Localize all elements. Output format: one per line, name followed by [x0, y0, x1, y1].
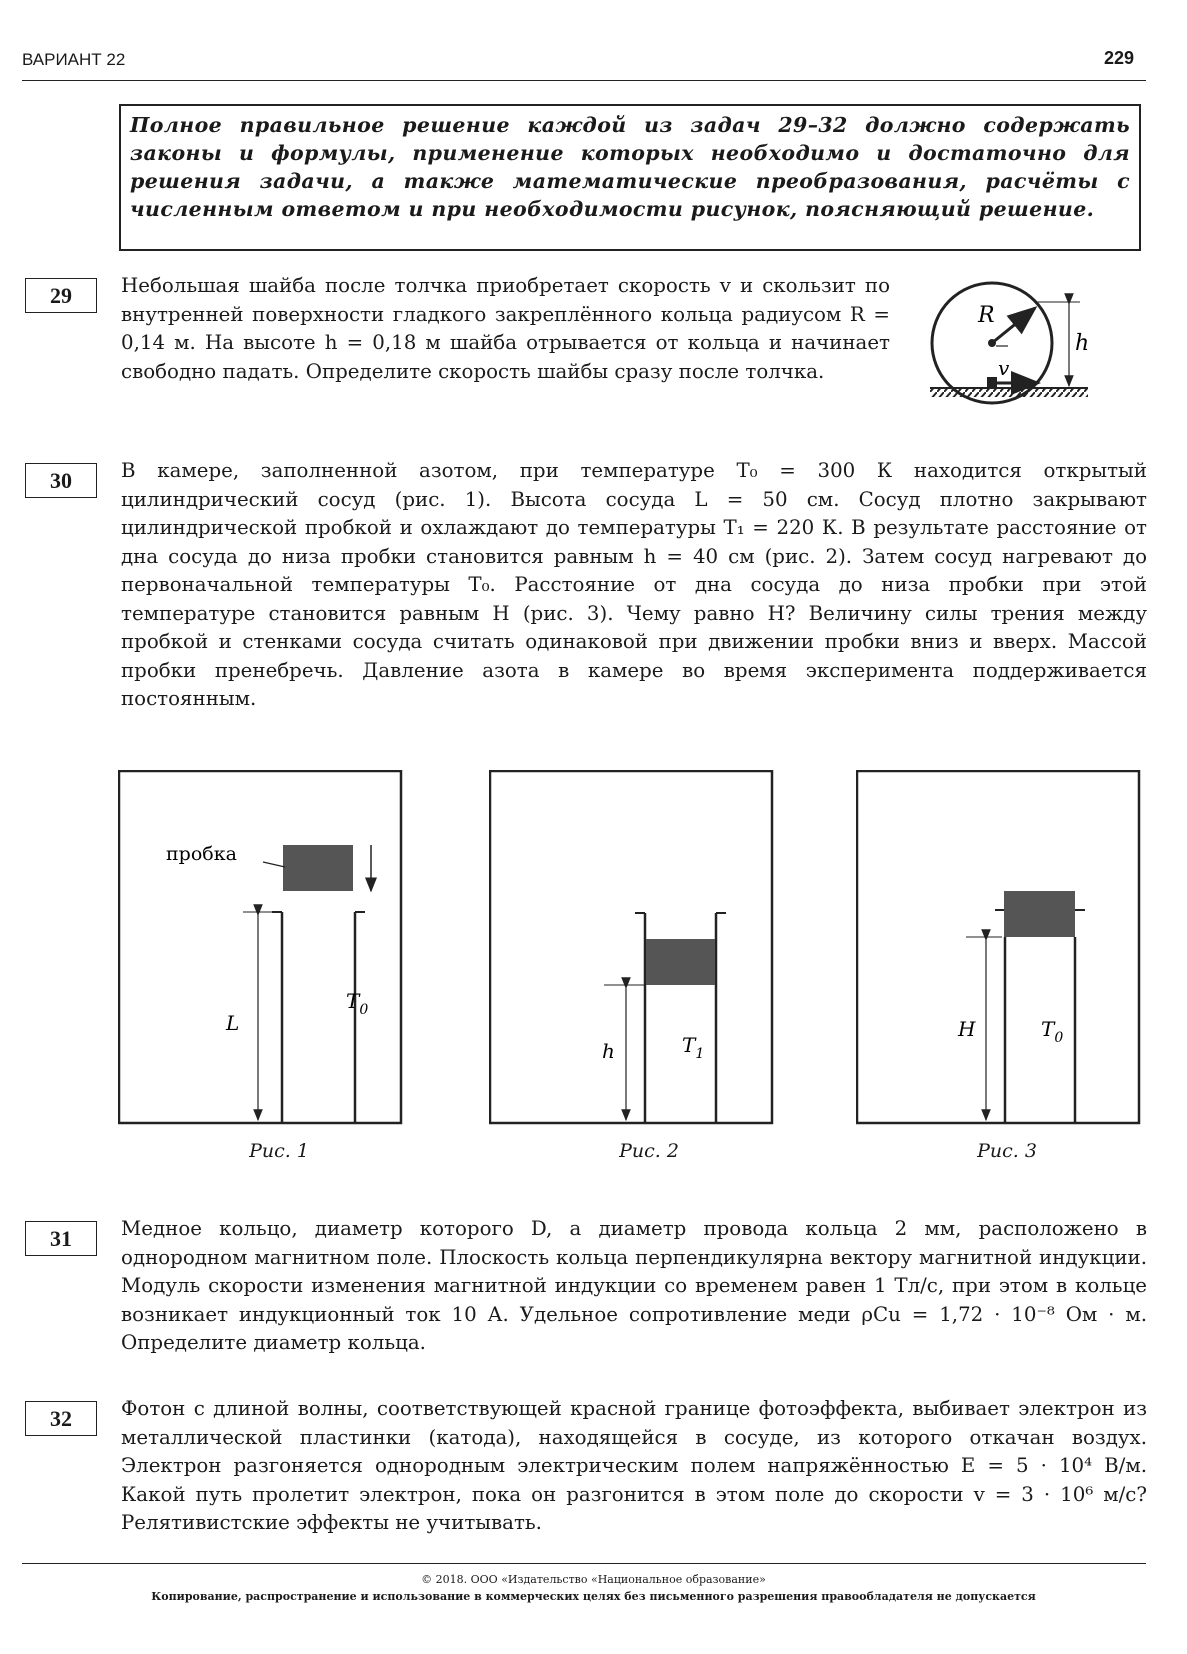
- figure-30-3: [856, 770, 1146, 1130]
- footer-rule: [22, 1563, 1146, 1564]
- footer-copy-notice: Копирование, распространение и использование в коммерческих целях без письменного разрешения правообладателя не допускается: [151, 1590, 1036, 1603]
- problem-32-number: 32: [25, 1401, 97, 1436]
- cork: [1004, 891, 1075, 937]
- problem-30-text: В камере, заполненной азотом, при температуре T₀ = 300 К находится открытый цилиндрический сосуд (рис. 1). Высота сосуда L = 50 см. Сосуд плотно закрывают цилиндрической пробкой и охлаждают до температуры T₁ = 220 К. В результате расстояние от дна сосуда до низа пробки становится равным h = 40 см (рис. 2). Затем сосуд нагревают до первоначальной температуры T₀. Расстояние от дна сосуда до низа пробки при этой температуре становится равным H (рис. 3). Чему равно H? Величину силы трения между пробкой и стенками сосуда считать одинаковой при движении пробки вниз и вверх. Массой пробки пренебречь. Давление азота в камере во время эксперимента поддерживается постоянным.: [121, 459, 1147, 710]
- problem-29-text: Небольшая шайба после толчка приобретает скорость v и скользит по внутренней поверхности гладкого закреплённого кольца радиусом R = 0,14 м. На высоте h = 0,18 м шайба отрывается от кольца и начинает свободно падать. Определите скорость шайбы сразу после толчка.: [121, 274, 890, 383]
- label-h: h: [602, 1039, 615, 1063]
- label-T0: $T_0$: [346, 989, 369, 1018]
- solution-requirements-box: [119, 104, 1141, 251]
- problem-31-text: Медное кольцо, диаметр которого D, а диаметр провода кольца 2 мм, расположено в однородном магнитном поле. Плоскость кольца перпендикулярна вектору магнитной индукции. Модуль скорости изменения магнитной индукции со временем равен 1 Тл/с, при этом в кольце возникает индукционный ток 10 А. Удельное сопротивление меди ρCu = 1,72 · 10⁻⁸ Ом · м. Определите диаметр кольца.: [121, 1217, 1147, 1354]
- ground-hatch: [930, 389, 1088, 397]
- header-rule: [22, 80, 1146, 81]
- chamber: [119, 771, 401, 1123]
- caption-fig2: Рис. 2: [619, 1140, 679, 1162]
- cork: [283, 845, 353, 891]
- chamber: [490, 771, 772, 1123]
- problem-29-number: 29: [25, 278, 97, 313]
- footer-copyright: © 2018. ООО «Издательство «Национальное образование»: [421, 1573, 766, 1586]
- variant-title: ВАРИАНТ 22: [22, 50, 126, 69]
- label-v: v: [998, 356, 1010, 380]
- cork-label: пробка: [166, 843, 237, 865]
- caption-fig3: Рис. 3: [977, 1140, 1037, 1162]
- label-L: L: [226, 1011, 240, 1035]
- label-h: h: [1075, 331, 1090, 356]
- label-T1: $T_1$: [682, 1033, 705, 1062]
- cork-pointer: [263, 862, 285, 867]
- figure-29-ring: [930, 280, 1150, 430]
- problem-30-number: 30: [25, 463, 97, 498]
- label-T0: $T_0$: [1041, 1017, 1064, 1046]
- problem-31-number: 31: [25, 1221, 97, 1256]
- cork: [646, 939, 715, 985]
- figure-30-2: [489, 770, 779, 1130]
- page-number: 229: [1104, 48, 1135, 68]
- label-H: H: [958, 1017, 976, 1041]
- figure-30-1: [118, 770, 408, 1130]
- label-R: R: [978, 303, 995, 328]
- solution-requirements-text: Полное правильное решение каждой из задач 29–32 должно содержать законы и формулы, применение которых необходимо и достаточно для решения задачи, а также математические преобразования, расчёты с численным ответом и при необходимости рисунок, поясняющий решение.: [130, 113, 1130, 221]
- caption-fig1: Рис. 1: [249, 1140, 309, 1162]
- problem-32-text: Фотон с длиной волны, соответствующей красной границе фотоэффекта, выбивает электрон из металлической пластинки (катода), находящейся в сосуде, из которого откачан воздух. Электрон разгоняется однородным электрическим полем напряжённостью E = 5 · 10⁴ В/м. Какой путь пролетит электрон, пока он разгонится в этом поле до скорости v = 3 · 10⁶ м/с? Релятивистские эффекты не учитывать.: [121, 1397, 1147, 1534]
- radius-arrow: [992, 308, 1035, 343]
- chamber: [857, 771, 1139, 1123]
- puck: [987, 377, 997, 387]
